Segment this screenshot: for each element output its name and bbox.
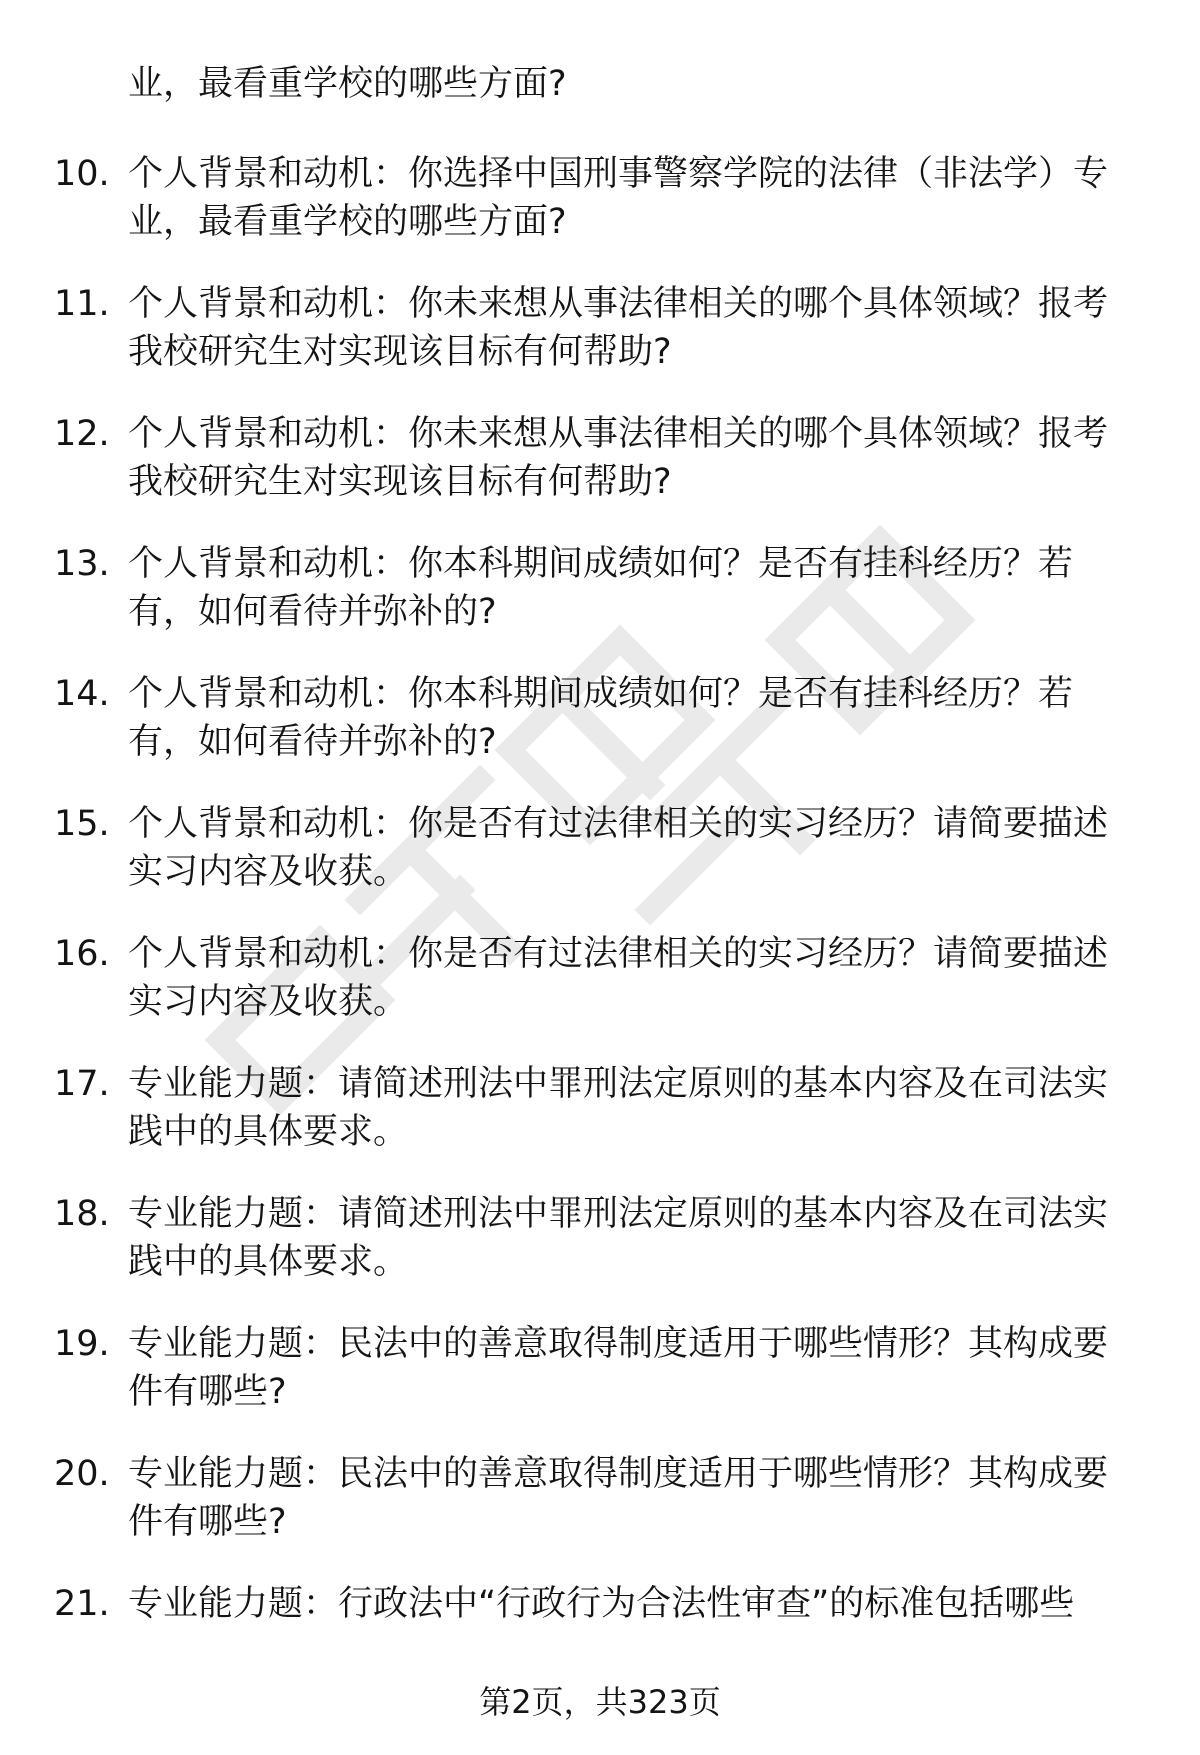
question-text: 个人背景和动机：你未来想从事法律相关的哪个具体领域？报考我校研究生对实现该目标有何帮助? bbox=[128, 414, 1109, 502]
question-text: 个人背景和动机：你未来想从事法律相关的哪个具体领域？报考我校研究生对实现该目标有何帮助? bbox=[128, 284, 1109, 372]
question-item bbox=[0, 540, 1200, 670]
question-text: 专业能力题：请简述刑法中罪刑法定原则的基本内容及在司法实践中的具体要求。 bbox=[128, 1194, 1109, 1282]
question-number: 10. bbox=[54, 154, 110, 194]
question-text: 专业能力题：民法中的善意取得制度适用于哪些情形？其构成要件有哪些? bbox=[128, 1324, 1109, 1412]
question-number: 12. bbox=[54, 414, 110, 454]
question-number: 20. bbox=[54, 1454, 110, 1494]
question-item bbox=[0, 150, 1200, 280]
question-list bbox=[0, 150, 1200, 1710]
question-text: 专业能力题：请简述刑法中罪刑法定原则的基本内容及在司法实践中的具体要求。 bbox=[128, 1064, 1109, 1152]
question-number: 17. bbox=[54, 1064, 110, 1104]
question-number: 19. bbox=[54, 1324, 110, 1364]
question-number: 18. bbox=[54, 1194, 110, 1234]
question-number: 16. bbox=[54, 934, 110, 974]
page-footer: 第2页，共323页 bbox=[479, 1683, 721, 1721]
question-item bbox=[0, 930, 1200, 1060]
question-item bbox=[0, 670, 1200, 800]
question-number: 13. bbox=[54, 544, 110, 584]
question-item bbox=[0, 410, 1200, 540]
question-text: 个人背景和动机：你选择中国刑事警察学院的法律（非法学）专业，最看重学校的哪些方面? bbox=[128, 154, 1109, 242]
continued-question-text: 业，最看重学校的哪些方面? bbox=[128, 64, 567, 104]
question-text: 个人背景和动机：你是否有过法律相关的实习经历？请简要描述实习内容及收获。 bbox=[128, 934, 1109, 1022]
question-text: 专业能力题：民法中的善意取得制度适用于哪些情形？其构成要件有哪些? bbox=[128, 1454, 1109, 1542]
question-item bbox=[0, 1190, 1200, 1320]
question-number: 15. bbox=[54, 804, 110, 844]
question-item bbox=[0, 800, 1200, 930]
question-text: 专业能力题：行政法中“行政行为合法性审查”的标准包括哪些 bbox=[128, 1584, 1075, 1624]
question-text: 个人背景和动机：你是否有过法律相关的实习经历？请简要描述实习内容及收获。 bbox=[128, 804, 1109, 892]
question-text: 个人背景和动机：你本科期间成绩如何？是否有挂科经历？若有，如何看待并弥补的? bbox=[128, 674, 1074, 762]
question-number: 11. bbox=[54, 284, 110, 324]
question-item bbox=[0, 1450, 1200, 1580]
question-number: 21. bbox=[54, 1584, 110, 1624]
question-item bbox=[0, 1320, 1200, 1450]
question-item bbox=[0, 280, 1200, 410]
question-number: 14. bbox=[54, 674, 110, 714]
question-text: 个人背景和动机：你本科期间成绩如何？是否有挂科经历？若有，如何看待并弥补的? bbox=[128, 544, 1074, 632]
question-item bbox=[0, 1060, 1200, 1190]
